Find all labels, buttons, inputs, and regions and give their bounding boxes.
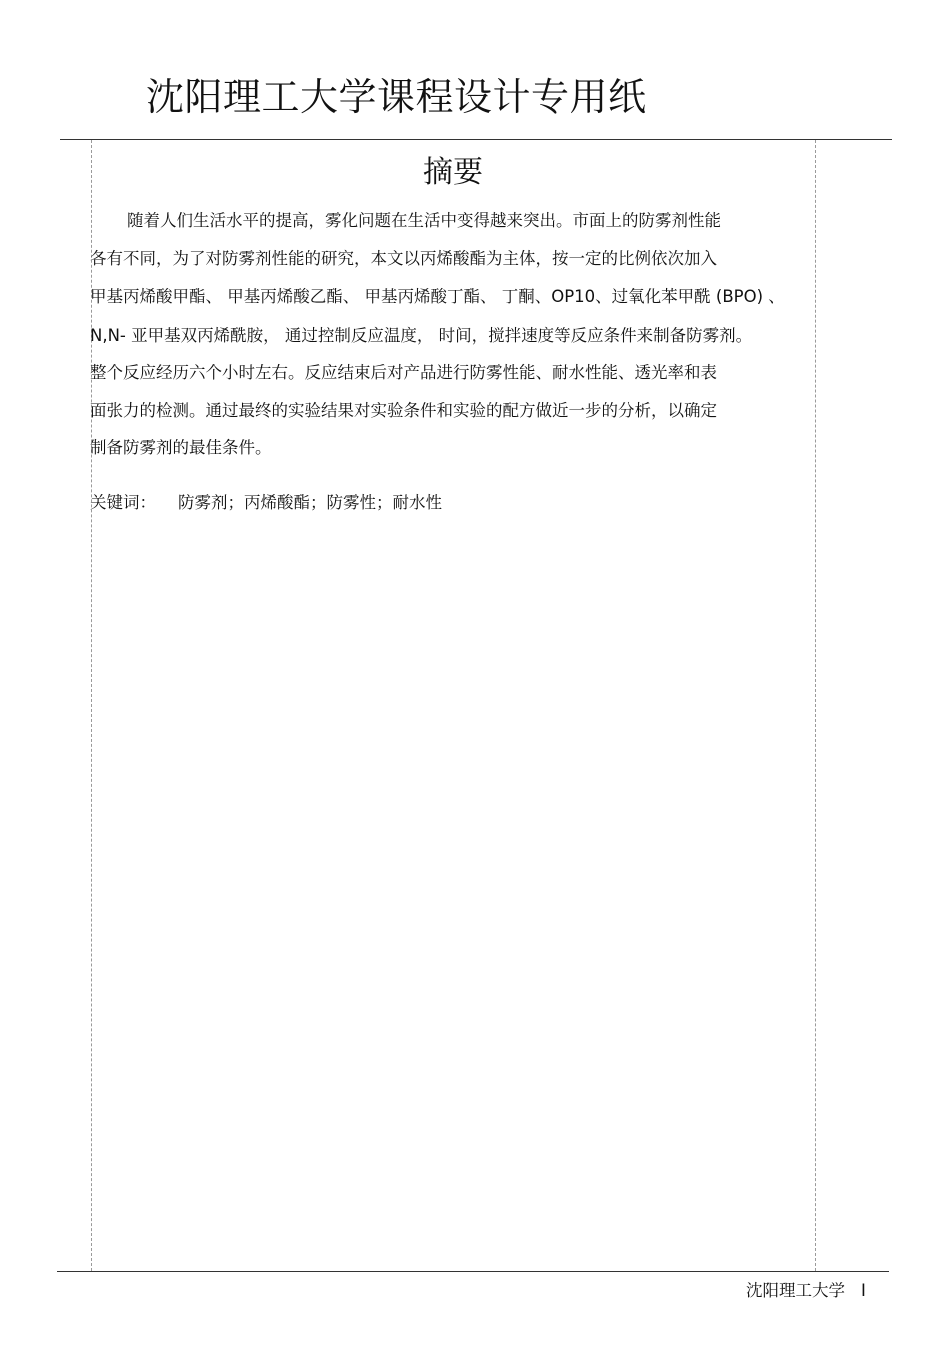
abstract-line-6: 面张力的检测。通过最终的实验结果对实验条件和实验的配方做近一步的分析，以确定 xyxy=(90,401,717,420)
left-margin-line xyxy=(91,140,92,1271)
abstract-heading: 摘要 xyxy=(423,155,483,190)
header-rule xyxy=(60,139,892,140)
abstract-line-5: 整个反应经历六个小时左右。反应结束后对产品进行防雾性能、耐水性能、透光率和表 xyxy=(90,363,717,382)
abstract-line-3: 甲基丙烯酸甲酯、 甲基丙烯酸乙酯、 甲基丙烯酸丁酯、 丁酮、OP10、过氧化苯甲酰 (BPO) 、 xyxy=(90,287,785,306)
keywords-line xyxy=(90,492,442,514)
page-number: I xyxy=(861,1281,866,1300)
abstract-line-4: N,N- 亚甲基双丙烯酰胺， 通过控制反应温度， 时间，搅拌速度等反应条件来制备防雾剂。 xyxy=(90,326,753,345)
page-footer xyxy=(746,1280,866,1302)
page-header-title: 沈阳理工大学课程设计专用纸 xyxy=(146,75,647,119)
abstract-line-1: 随着人们生活水平的提高，雾化问题在生活中变得越来突出。市面上的防雾剂性能 xyxy=(127,211,721,230)
footer-institution: 沈阳理工大学 xyxy=(746,1281,845,1300)
right-margin-line xyxy=(815,140,816,1271)
footer-rule xyxy=(57,1271,889,1272)
keywords-value: 防雾剂；丙烯酸酯；防雾性；耐水性 xyxy=(178,493,442,512)
keywords-label: 关键词： xyxy=(90,493,156,512)
abstract-line-7: 制备防雾剂的最佳条件。 xyxy=(90,438,272,457)
abstract-line-2: 各有不同，为了对防雾剂性能的研究，本文以丙烯酸酯为主体，按一定的比例依次加入 xyxy=(90,249,717,268)
